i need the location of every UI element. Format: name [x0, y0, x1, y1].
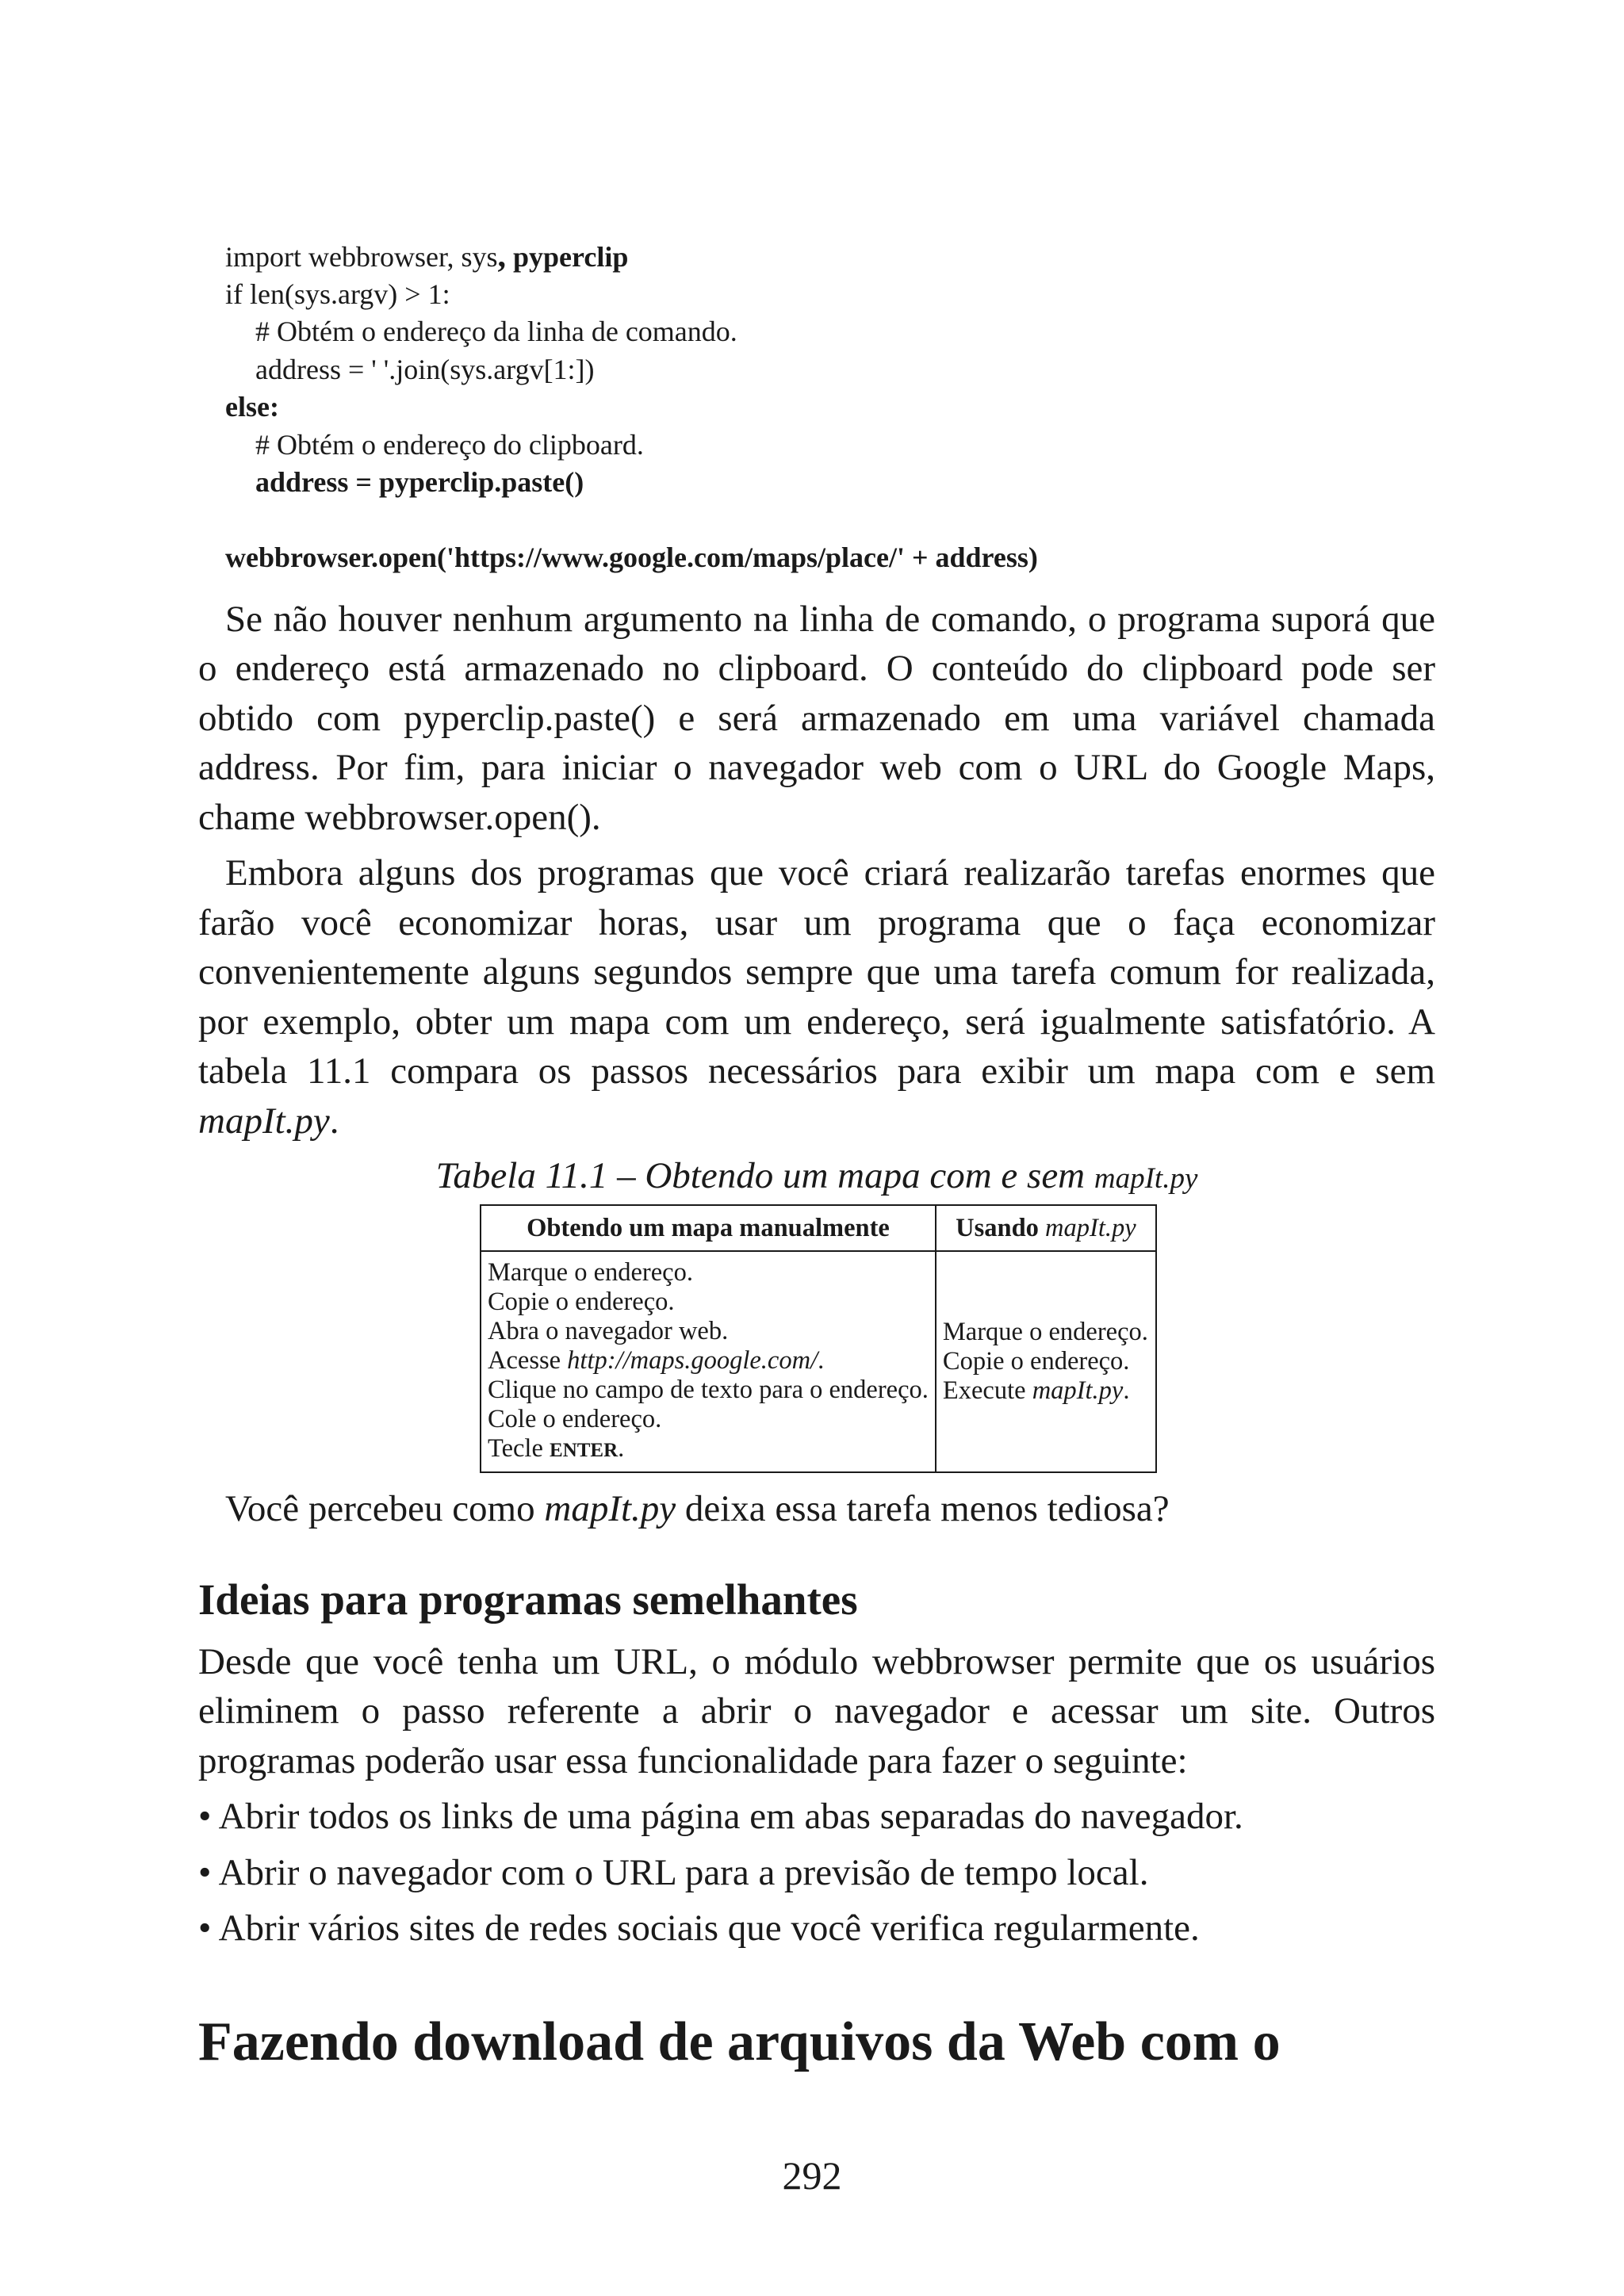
code-line: webbrowser.open('https://www.google.com/maps/place/' + address)	[225, 541, 1038, 573]
paragraph-comparison	[198, 848, 1435, 1146]
code-line: address = ' '.join(sys.argv[1:])	[255, 353, 595, 385]
paragraph-text: Embora alguns dos programas que você criará realizarão tarefas enormes que farão você economizar horas, usar um programa que o faça economizar convenientemente alguns segundos sempre que uma tarefa comum for realizada, por exemplo, obter um mapa com um endereço, será igualmente satisfatório. A tabela 11.1 compara os passos necessários para exibir um mapa com e sem	[198, 852, 1435, 1092]
list-item: Copie o endereço.	[942, 1347, 1130, 1376]
table-row	[481, 1251, 1156, 1472]
table-cell-manual-steps	[481, 1251, 936, 1472]
table-header-row	[481, 1205, 1156, 1251]
caption-filename: mapIt.py	[1094, 1162, 1198, 1195]
step-text: Acesse	[488, 1346, 568, 1375]
step-filename: mapIt.py	[1032, 1376, 1124, 1405]
paragraph-italic: mapIt.py	[544, 1488, 676, 1529]
paragraph-text: .	[329, 1100, 339, 1142]
paragraph-text: deixa essa tarefa menos tediosa?	[676, 1488, 1170, 1529]
table-cell-mapit-steps	[936, 1251, 1156, 1472]
table-caption	[198, 1154, 1435, 1201]
list-item: • Abrir vários sites de redes sociais que você verifica regularmente.	[198, 1908, 1200, 1949]
paragraph-ideas: Desde que você tenha um URL, o módulo webbrowser permite que os usuários eliminem o passo referente a abrir o navegador e acessar um site. Outros programas poderão usar essa funcionalidade para fazer o seguinte:	[198, 1640, 1435, 1781]
step-text: .	[818, 1346, 825, 1375]
list-item: Copie o endereço.	[488, 1288, 675, 1316]
code-text: import webbrowser, sys	[225, 241, 498, 273]
paragraph-clipboard: Se não houver nenhum argumento na linha de comando, o programa suporá que o endereço está armazenado no clipboard. O conteúdo do clipboard pode ser obtido com pyperclip.paste() e será armazenado em uma variável chamada address. Por fim, para iniciar o navegador web com o URL do Google Maps, chame webbrowser.open().	[198, 598, 1435, 838]
table-header-mapit	[936, 1205, 1156, 1251]
caption-text: Tabela 11.1 – Obtendo um mapa com e sem	[435, 1155, 1094, 1196]
key-name: ENTER	[550, 1440, 619, 1461]
list-item: Cole o endereço.	[488, 1405, 662, 1433]
code-blank-line	[225, 502, 1435, 540]
header-filename: mapIt.py	[1045, 1213, 1136, 1242]
step-text: Execute	[942, 1376, 1032, 1405]
code-line: # Obtém o endereço da linha de comando.	[255, 316, 737, 347]
code-line: if len(sys.argv) > 1:	[225, 277, 450, 310]
paragraph-italic: mapIt.py	[198, 1100, 330, 1142]
step-text: .	[1123, 1376, 1130, 1405]
code-line: else:	[225, 391, 279, 423]
chapter-heading: Fazendo download de arquivos da Web com o	[198, 2011, 1281, 2072]
page-content	[198, 238, 1435, 2076]
list-item: Marque o endereço.	[488, 1258, 693, 1287]
code-text-bold: pyperclip	[506, 241, 629, 273]
list-item: Clique no campo de texto para o endereço.	[488, 1376, 929, 1404]
list-item: Marque o endereço.	[942, 1318, 1148, 1346]
step-url: http://maps.google.com/	[567, 1346, 818, 1375]
list-item: Abra o navegador web.	[488, 1317, 729, 1345]
code-line	[225, 238, 1435, 276]
code-text: ,	[497, 238, 507, 274]
step-text: .	[618, 1434, 625, 1463]
code-listing	[225, 238, 1435, 577]
paragraph-question	[198, 1484, 1435, 1534]
paragraph-text: Você percebeu como	[225, 1488, 545, 1529]
comparison-table	[480, 1204, 1157, 1473]
page-number: 292	[782, 2153, 842, 2198]
code-line: # Obtém o endereço do clipboard.	[255, 428, 644, 461]
step-text: Tecle	[488, 1434, 550, 1463]
table-header-manual: Obtendo um mapa manualmente	[481, 1205, 936, 1251]
header-text: Usando	[956, 1213, 1046, 1242]
list-item: • Abrir o navegador com o URL para a previsão de tempo local.	[198, 1851, 1149, 1893]
section-heading: Ideias para programas semelhantes	[198, 1575, 858, 1624]
list-item: • Abrir todos os links de uma página em abas separadas do navegador.	[198, 1796, 1243, 1837]
code-line: address = pyperclip.paste()	[255, 466, 584, 498]
list-item	[943, 1376, 1149, 1406]
list-item	[488, 1434, 929, 1465]
list-item	[488, 1346, 929, 1376]
